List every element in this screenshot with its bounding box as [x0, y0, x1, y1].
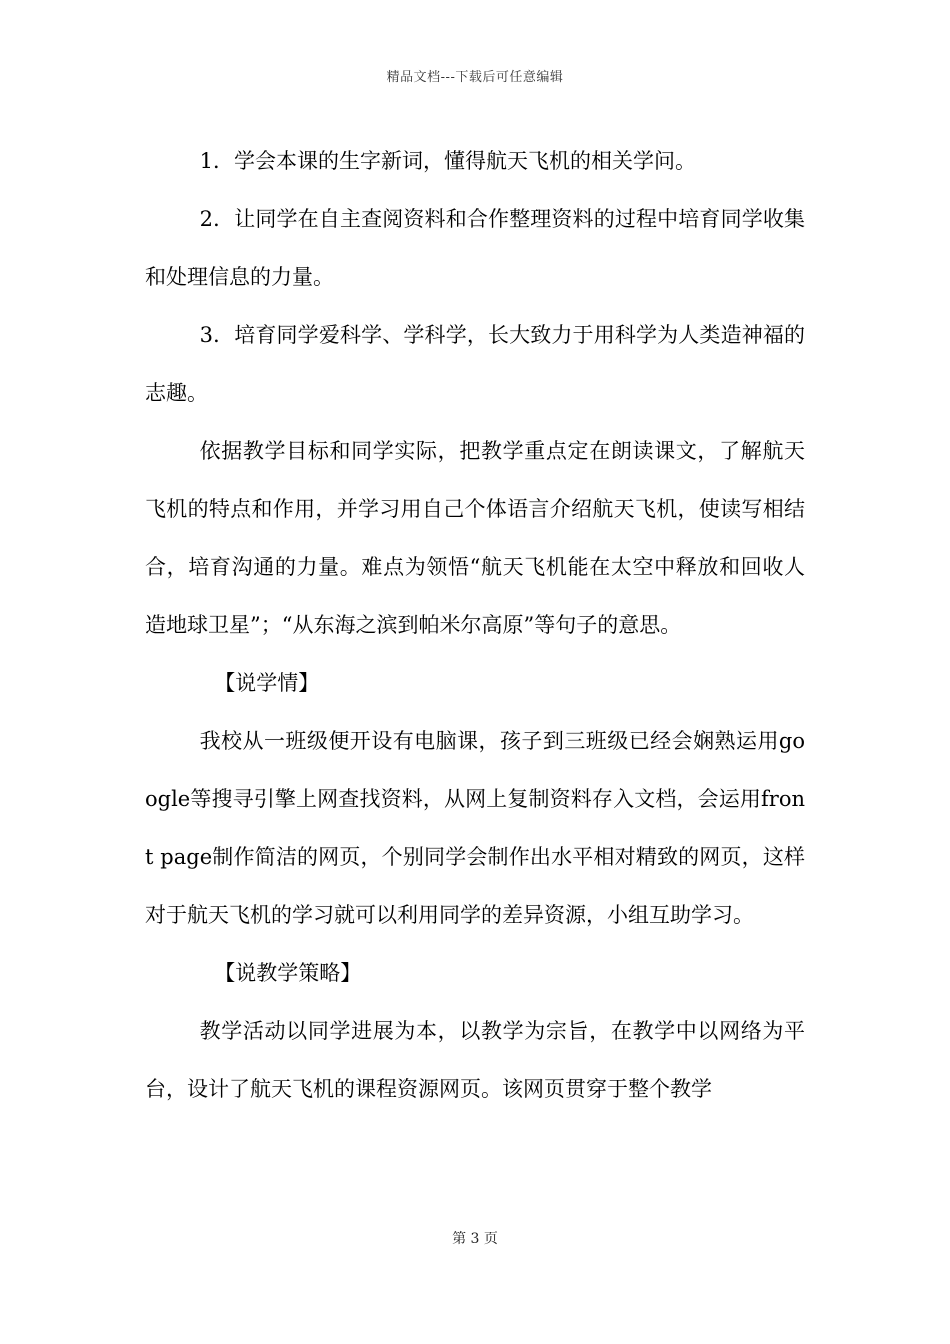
section-heading-teaching-strategy: 【说教学策略】 [214, 961, 362, 985]
page-header: 精品文档---下载后可任意编辑 [386, 70, 564, 85]
objective-1-paragraph: 1．学会本课的生字新词，懂得航天飞机的相关学问。 [199, 149, 696, 173]
objective-2-paragraph: 2．让同学在自主查阅资料和合作整理资料的过程中培育同学收集和处理信息的力量。 [145, 207, 805, 289]
teaching-strategy-paragraph: 教学活动以同学进展为本，以教学为宗旨，在教学中以网络为平台，设计了航天飞机的课程资源网页。该网页贯穿于整个教学 [145, 1019, 805, 1101]
document-body [145, 132, 805, 1118]
objective-3-paragraph: 3．培育同学爱科学、学科学，长大致力于用科学为人类造神福的志趣。 [145, 323, 805, 405]
section-heading-learner-analysis: 【说学情】 [214, 671, 320, 695]
learner-analysis-paragraph: 我校从一班级便开设有电脑课，孩子到三班级已经会娴熟运用google等搜寻引擎上网查找资料，从网上复制资料存入文档，会运用front page制作简洁的网页，个别同学会制作出水平相对精致的网页，这样对于航天飞机的学习就可以利用同学的差异资源，小组互助学习。 [145, 729, 805, 927]
page-number: 第 3 页 [452, 1231, 498, 1247]
key-points-paragraph: 依据教学目标和同学实际，把教学重点定在朗读课文，了解航天飞机的特点和作用，并学习用自己个体语言介绍航天飞机，使读写相结合，培育沟通的力量。难点为领悟“航天飞机能在太空中释放和回收人造地球卫星”；“从东海之滨到帕米尔高原”等句子的意思。 [145, 439, 805, 637]
